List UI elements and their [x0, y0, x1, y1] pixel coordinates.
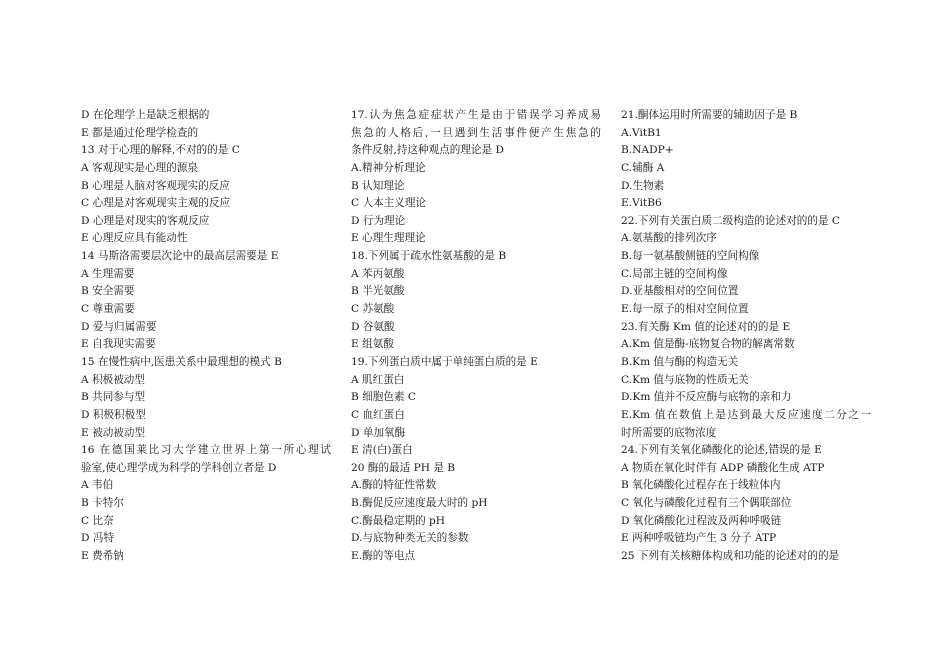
text-line: B 共同参与型 — [81, 391, 146, 404]
text-line: 25 下列有关核糖体构成和功能的论述对的的是 — [621, 550, 840, 563]
text-line: E 组氨酸 — [351, 338, 394, 351]
text-line: 20 酶的最适 PH 是 B — [351, 461, 456, 474]
text-line: B 氧化磷酸化过程存在于线粒体内 — [621, 479, 781, 492]
text-line: A 苯丙氨酸 — [351, 267, 405, 280]
text-line: D 爱与归属需要 — [81, 320, 157, 333]
text-line: C 人本主义理论 — [351, 197, 427, 210]
text-line: 14 马斯洛需要层次论中的最高层需要是 E — [81, 250, 279, 263]
text-line: 15 在慢性病中,医患关系中最理想的模式 B — [81, 355, 282, 368]
text-line: B.酶促反应速度最大时的 pH — [351, 497, 488, 510]
text-line: E 费希钠 — [81, 550, 124, 563]
text-line: E 两种呼吸链均产生 3 分子 ATP — [621, 532, 777, 545]
text-line: 22.下列有关蛋白质二级构造的论述对的的是 C — [621, 214, 841, 227]
text-line: E 心理反应具有能动性 — [81, 232, 188, 245]
text-line: 23.有关酶 Km 值的论述对的的是 E — [621, 320, 791, 333]
text-line: E 被动被动型 — [81, 426, 146, 439]
text-line: A 积极被动型 — [81, 373, 145, 386]
text-line: D 行为理论 — [351, 214, 406, 227]
text-line: D 积极积极型 — [81, 408, 146, 421]
text-line: 16 在德国莱比习大学建立世界上第一所心理试 — [81, 444, 331, 457]
text-line: 18.下列属于疏水性氨基酸的是 B — [351, 250, 507, 263]
text-line: A 物质在氧化时伴有 ADP 磷酸化生成 ATP — [621, 461, 825, 474]
text-line: C.Km 值与底物的性质无关 — [621, 373, 749, 386]
text-line: 焦急的人格后,一旦遇到生活事件便产生焦急的 — [351, 126, 601, 139]
text-line: E 心理生理理论 — [351, 232, 426, 245]
text-line: D.亚基酸相对的空间位置 — [621, 285, 739, 298]
text-line: 24.下列有关氧化磷酸化的论述,错误的是 E — [621, 444, 822, 457]
text-line: C 血红蛋白 — [351, 408, 405, 421]
text-line: A.酶的特征性常数 — [351, 479, 437, 492]
text-line: 验室,使心理学成为科学的学科创立者是 D — [81, 461, 277, 474]
text-line: C 苏氨酸 — [351, 303, 395, 316]
text-line: E 自我现实需要 — [81, 338, 156, 351]
text-line: C.局部主链的空间构像 — [621, 267, 728, 280]
text-line: C.辅酶 A — [621, 161, 665, 174]
text-line: B 半光氨酸 — [351, 285, 405, 298]
text-line: D.Km 值并不反应酶与底物的亲和力 — [621, 391, 792, 404]
text-line: A 肌红蛋白 — [351, 373, 405, 386]
text-line: E.每一原子的相对空间位置 — [621, 303, 749, 316]
text-line: E.Km 值在数值上是达到最大反应速度二分之一 — [621, 408, 871, 421]
text-line: 条件反射,持这种观点的理论是 D — [351, 144, 504, 157]
text-line: A 客观现实是心理的源泉 — [81, 161, 198, 174]
text-line: D 氧化磷酸化过程波及两种呼吸链 — [621, 514, 782, 527]
text-line: B 认知理论 — [351, 179, 405, 192]
text-line: D 单加氧酶 — [351, 426, 406, 439]
text-column-middle — [351, 107, 601, 566]
text-line: B.NADP+ — [621, 144, 674, 157]
text-line: 21.酮体运用时所需要的辅助因子是 B — [621, 109, 798, 121]
text-line: B.Km 值与酶的构造无关 — [621, 355, 739, 368]
text-line: D 谷氨酸 — [351, 320, 395, 333]
text-line: C 心理是对客观现实主观的反应 — [81, 197, 231, 210]
text-line: C.酶最稳定期的 pH — [351, 514, 446, 527]
text-line: A.Km 值是酶-底物复合物的解离常数 — [621, 338, 795, 351]
text-line: B 细胞色素 C — [351, 391, 417, 404]
text-column-left — [81, 107, 331, 566]
text-line: D 心理是对现实的客观反应 — [81, 214, 210, 227]
text-line: D.与底物种类无关的参数 — [351, 532, 469, 545]
text-line: E.VitB6 — [621, 197, 662, 210]
text-line: A.VitB1 — [621, 126, 662, 139]
text-column-right — [621, 107, 871, 566]
text-line: C 尊重需要 — [81, 303, 135, 316]
text-line: A 生理需要 — [81, 267, 135, 280]
text-line: E.酶的等电点 — [351, 550, 416, 563]
text-line: A 韦伯 — [81, 479, 114, 492]
text-line: D 冯特 — [81, 532, 115, 545]
text-line: B 心理是人脑对客观现实的反应 — [81, 179, 230, 192]
text-line: B 安全需要 — [81, 285, 135, 298]
text-line: 17.认为焦急症症状产生是由于错误学习养成易 — [351, 109, 601, 121]
text-line: D.生物素 — [621, 179, 665, 192]
text-line: E 清(白)蛋白 — [351, 444, 413, 457]
text-line: C 比奈 — [81, 514, 114, 527]
text-line: 时所需要的底物浓度 — [621, 426, 717, 439]
text-line: B.每一氨基酸侧链的空间构像 — [621, 250, 760, 263]
text-line: D 在伦理学上是缺乏根据的 — [81, 109, 210, 121]
text-line: A.氨基酸的排列次序 — [621, 232, 717, 245]
text-line: E 都是通过伦理学检查的 — [81, 126, 199, 139]
text-line: A.精神分析理论 — [351, 161, 426, 174]
text-line: 13 对于心理的解释,不对的的是 C — [81, 144, 240, 157]
text-line: C 氧化与磷酸化过程有三个偶联部位 — [621, 497, 792, 510]
text-line: B 卡特尔 — [81, 497, 124, 510]
text-line: 19.下列蛋白质中属于单纯蛋白质的是 E — [351, 355, 538, 368]
